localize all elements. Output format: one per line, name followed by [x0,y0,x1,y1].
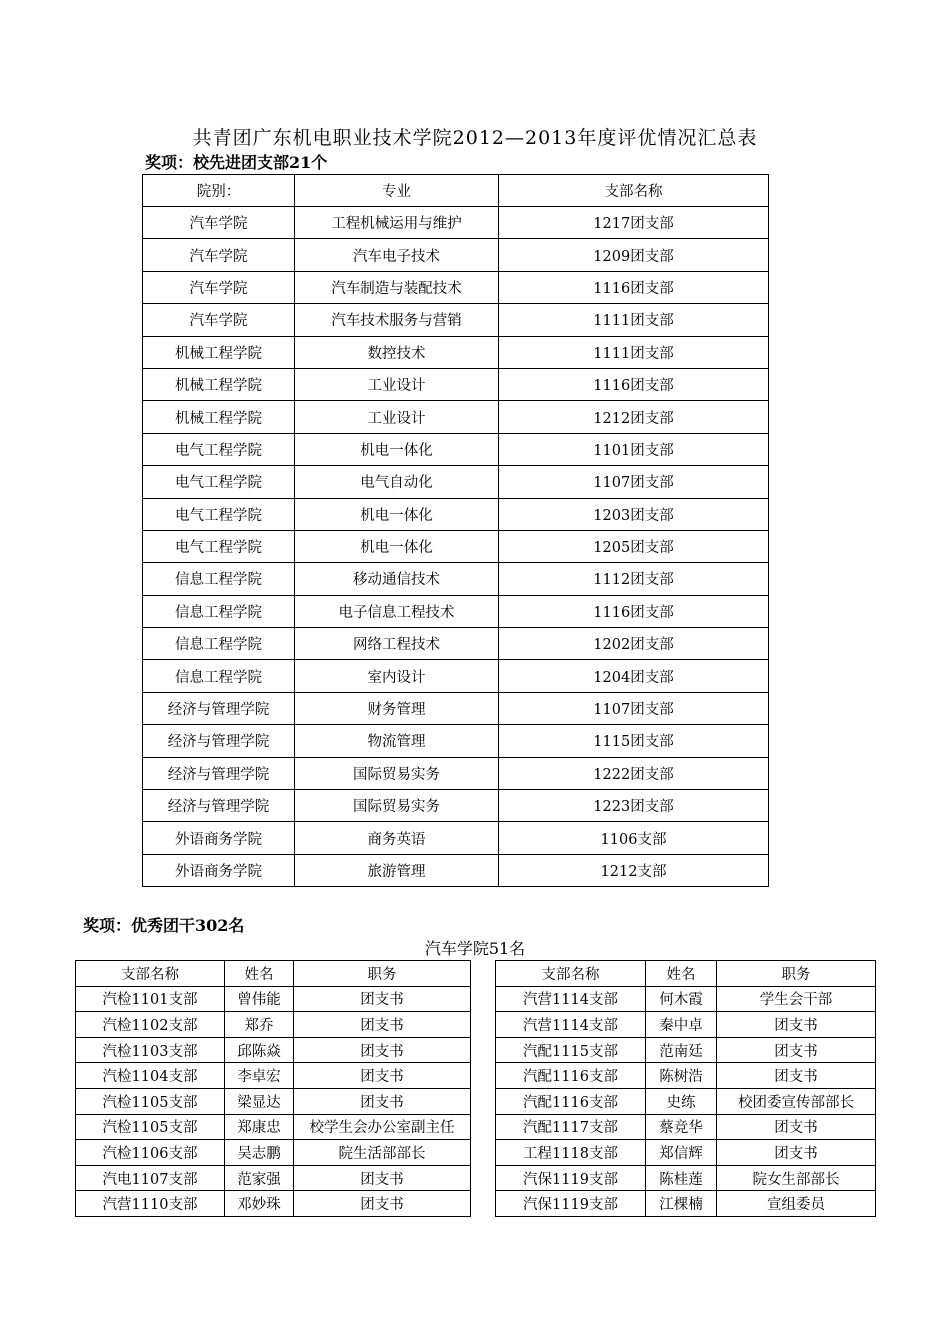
major-cell: 电气自动化 [295,466,499,498]
table-row [76,1037,471,1063]
column-header-branch: 支部名称 [499,175,769,207]
college-cell: 电气工程学院 [143,466,295,498]
major-cell: 数控技术 [295,336,499,368]
college-cell: 信息工程学院 [143,563,295,595]
branch-cell: 1116团支部 [499,595,769,627]
branch-cell: 汽营1114支部 [496,986,646,1012]
name-cell: 曾伟能 [225,986,294,1012]
table-row [143,757,769,789]
branch-cell: 汽检1102支部 [76,1012,225,1038]
advanced-branches-table [142,174,769,887]
branch-cell: 1209团支部 [499,239,769,271]
table-row [143,790,769,822]
table-row [76,1012,471,1038]
branch-cell: 汽配1115支部 [496,1037,646,1063]
major-cell: 机电一体化 [295,530,499,562]
college-cell: 电气工程学院 [143,498,295,530]
table-row [76,1140,471,1166]
position-cell: 团支书 [717,1140,876,1166]
branch-cell: 汽检1101支部 [76,986,225,1012]
name-cell: 吴志鹏 [225,1140,294,1166]
table-row [143,466,769,498]
branch-cell: 1116团支部 [499,271,769,303]
major-cell: 汽车制造与装配技术 [295,271,499,303]
table-row [496,1088,876,1114]
branch-cell: 汽电1107支部 [76,1165,225,1191]
branch-cell: 1204团支部 [499,660,769,692]
table-row [496,1114,876,1140]
college-cell: 信息工程学院 [143,595,295,627]
position-cell: 团支书 [717,1012,876,1038]
college-cell: 汽车学院 [143,271,295,303]
name-cell: 范南廷 [646,1037,717,1063]
table-header-row [496,961,876,987]
branch-cell: 1116团支部 [499,368,769,400]
branch-cell: 1222团支部 [499,757,769,789]
name-cell: 史练 [646,1088,717,1114]
major-cell: 汽车技术服务与营销 [295,304,499,336]
college-cell: 经济与管理学院 [143,692,295,724]
branch-cell: 汽检1104支部 [76,1063,225,1089]
name-cell: 邱陈焱 [225,1037,294,1063]
major-cell: 机电一体化 [295,433,499,465]
name-cell: 李卓宏 [225,1063,294,1089]
branch-cell: 汽营1114支部 [496,1012,646,1038]
table-row [496,986,876,1012]
table-row [143,433,769,465]
major-cell: 工程机械运用与维护 [295,207,499,239]
major-cell: 国际贸易实务 [295,790,499,822]
major-cell: 汽车电子技术 [295,239,499,271]
college-cell: 汽车学院 [143,207,295,239]
table-row [76,1114,471,1140]
table-row [496,1012,876,1038]
table-row [496,1165,876,1191]
section-subtitle: 汽车学院51名 [424,939,526,958]
branch-cell: 汽检1105支部 [76,1114,225,1140]
name-cell: 郑康忠 [225,1114,294,1140]
name-cell: 江棵楠 [646,1191,717,1217]
position-cell: 宣组委员 [717,1191,876,1217]
branch-cell: 汽检1105支部 [76,1088,225,1114]
table-row [143,854,769,886]
position-cell: 团支书 [294,1191,471,1217]
branch-cell: 1107团支部 [499,692,769,724]
branch-cell: 1101团支部 [499,433,769,465]
college-cell: 机械工程学院 [143,336,295,368]
position-cell: 校学生会办公室副主任 [294,1114,471,1140]
column-header-position: 职务 [294,961,471,987]
branch-cell: 1223团支部 [499,790,769,822]
name-cell: 郑乔 [225,1012,294,1038]
position-cell: 团支书 [294,1165,471,1191]
cadres-table-left [75,960,471,1217]
branch-cell: 工程1118支部 [496,1140,646,1166]
position-cell: 团支书 [294,1088,471,1114]
table-row [496,1037,876,1063]
branch-cell: 1212团支部 [499,401,769,433]
major-cell: 财务管理 [295,692,499,724]
college-cell: 信息工程学院 [143,628,295,660]
table-header-row [76,961,471,987]
branch-cell: 汽配1117支部 [496,1114,646,1140]
table-row [143,692,769,724]
major-cell: 工业设计 [295,368,499,400]
table-row [143,304,769,336]
table-row [76,1165,471,1191]
name-cell: 何木霞 [646,986,717,1012]
column-header-name: 姓名 [646,961,717,987]
table-row [143,595,769,627]
branch-cell: 1106支部 [499,822,769,854]
table-row [496,1063,876,1089]
table-row [143,725,769,757]
branch-cell: 1107团支部 [499,466,769,498]
branch-cell: 汽检1103支部 [76,1037,225,1063]
major-cell: 移动通信技术 [295,563,499,595]
college-cell: 机械工程学院 [143,368,295,400]
major-cell: 室内设计 [295,660,499,692]
major-cell: 电子信息工程技术 [295,595,499,627]
branch-cell: 1111团支部 [499,336,769,368]
column-header-branch: 支部名称 [76,961,225,987]
major-cell: 商务英语 [295,822,499,854]
column-header-position: 职务 [717,961,876,987]
position-cell: 团支书 [717,1063,876,1089]
name-cell: 郑信辉 [646,1140,717,1166]
table-row [143,628,769,660]
college-cell: 汽车学院 [143,239,295,271]
major-cell: 工业设计 [295,401,499,433]
table-row [143,207,769,239]
table-row [143,336,769,368]
college-cell: 外语商务学院 [143,854,295,886]
table-row [143,822,769,854]
column-header-name: 姓名 [225,961,294,987]
major-cell: 旅游管理 [295,854,499,886]
table-row [496,1191,876,1217]
table-row [143,660,769,692]
branch-cell: 1115团支部 [499,725,769,757]
page-title: 共青团广东机电职业技术学院2012—2013年度评优情况汇总表 [192,127,758,149]
branch-cell: 汽保1119支部 [496,1191,646,1217]
branch-cell: 1217团支部 [499,207,769,239]
name-cell: 陈桂莲 [646,1165,717,1191]
table-row [143,563,769,595]
position-cell: 校团委宣传部部长 [717,1088,876,1114]
table-row [76,1191,471,1217]
column-header-college: 院别： [143,175,295,207]
position-cell: 团支书 [294,1037,471,1063]
major-cell: 国际贸易实务 [295,757,499,789]
college-cell: 信息工程学院 [143,660,295,692]
position-cell: 团支书 [717,1037,876,1063]
branch-cell: 1212支部 [499,854,769,886]
branch-cell: 1112团支部 [499,563,769,595]
college-cell: 经济与管理学院 [143,757,295,789]
table-row [143,401,769,433]
position-cell: 团支书 [294,1012,471,1038]
column-header-major: 专业 [295,175,499,207]
table-header-row [143,175,769,207]
table-row [76,986,471,1012]
branch-cell: 汽配1116支部 [496,1063,646,1089]
name-cell: 秦中卓 [646,1012,717,1038]
branch-cell: 1111团支部 [499,304,769,336]
branch-cell: 汽检1106支部 [76,1140,225,1166]
position-cell: 院女生部部长 [717,1165,876,1191]
table-row [143,530,769,562]
name-cell: 蔡竞华 [646,1114,717,1140]
table-row [143,239,769,271]
college-cell: 外语商务学院 [143,822,295,854]
college-cell: 汽车学院 [143,304,295,336]
table-row [76,1088,471,1114]
major-cell: 物流管理 [295,725,499,757]
table-row [143,368,769,400]
table-row [76,1063,471,1089]
award-heading-outstanding-cadres: 奖项：优秀团干302名 [83,916,245,935]
college-cell: 经济与管理学院 [143,725,295,757]
major-cell: 机电一体化 [295,498,499,530]
position-cell: 学生会干部 [717,986,876,1012]
college-cell: 电气工程学院 [143,433,295,465]
position-cell: 院生活部部长 [294,1140,471,1166]
branch-cell: 1203团支部 [499,498,769,530]
award-heading-advanced-branches: 奖项：校先进团支部21个 [145,153,328,172]
column-header-branch: 支部名称 [496,961,646,987]
name-cell: 范家强 [225,1165,294,1191]
name-cell: 梁显达 [225,1088,294,1114]
position-cell: 团支书 [717,1114,876,1140]
position-cell: 团支书 [294,986,471,1012]
branch-cell: 汽营1110支部 [76,1191,225,1217]
name-cell: 邓妙珠 [225,1191,294,1217]
branch-cell: 1202团支部 [499,628,769,660]
branch-cell: 汽保1119支部 [496,1165,646,1191]
position-cell: 团支书 [294,1063,471,1089]
college-cell: 电气工程学院 [143,530,295,562]
table-row [496,1140,876,1166]
major-cell: 网络工程技术 [295,628,499,660]
table-row [143,498,769,530]
branch-cell: 汽配1116支部 [496,1088,646,1114]
cadres-table-right [495,960,876,1217]
branch-cell: 1205团支部 [499,530,769,562]
college-cell: 机械工程学院 [143,401,295,433]
college-cell: 经济与管理学院 [143,790,295,822]
table-row [143,271,769,303]
name-cell: 陈树浩 [646,1063,717,1089]
